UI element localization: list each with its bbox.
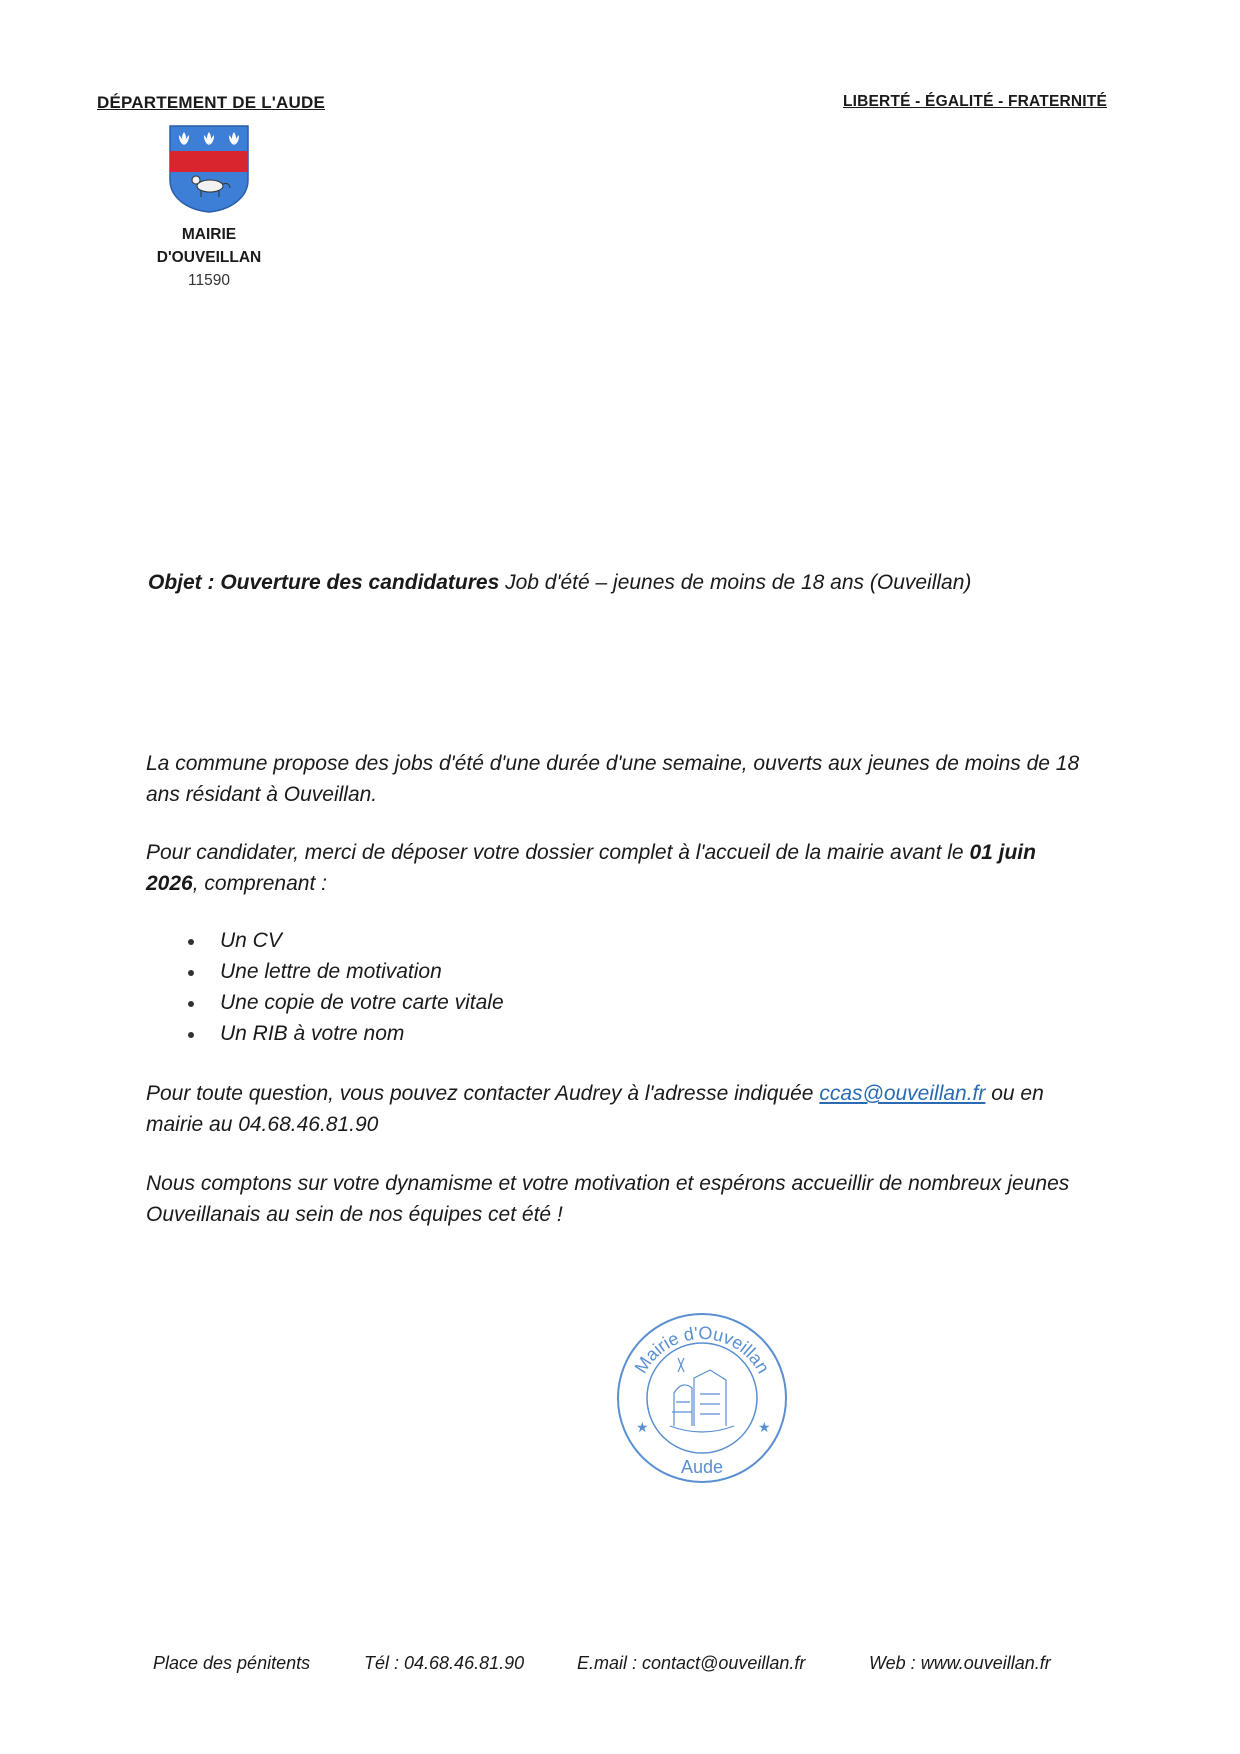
closing-paragraph: Nous comptons sur votre dynamisme et votre motivation et espérons accueillir de nombreux jeunes Ouveillanais au sein de nos équipes cet été ! <box>146 1172 1070 1226</box>
stamp-bottom-text: Aude <box>680 1457 724 1477</box>
subject-text: Job d'été – jeunes de moins de 18 ans (Ouveillan) <box>505 571 972 594</box>
subject-label: Objet : Ouverture des candidatures <box>148 571 500 594</box>
list-item: Un RIB à votre nom <box>188 1018 504 1049</box>
application-text: Pour candidater, merci de déposer votre dossier complet à l'accueil de la mairie avant le <box>146 841 970 864</box>
intro-paragraph: La commune propose des jobs d'été d'une durée d'une semaine, ouverts aux jeunes de moins de 18 ans résidant à Ouveillan. <box>146 752 1080 806</box>
deadline-date: 01 juin 2026 <box>146 841 1036 895</box>
town-hall-identity <box>148 223 270 292</box>
town-hall-label: MAIRIE <box>181 226 237 243</box>
list-item: Un CV <box>188 925 504 956</box>
list-item: Une copie de votre carte vitale <box>188 987 504 1018</box>
stamp-top-text: Mairie d'Ouveillan <box>630 1322 774 1377</box>
footer-phone: Tél : 04.68.46.81.90 <box>364 1653 525 1673</box>
footer-website: Web : www.ouveillan.fr <box>869 1653 1051 1673</box>
town-crest-icon <box>168 124 250 214</box>
application-text-end: , comprenant : <box>192 872 327 895</box>
letter-subject <box>148 571 971 595</box>
town-name: D'OUVEILLAN <box>156 249 262 266</box>
footer-email: E.mail : contact@ouveillan.fr <box>577 1653 806 1673</box>
contact-paragraph <box>146 1078 1092 1140</box>
republic-motto: LIBERTÉ - ÉGALITÉ - FRATERNITÉ <box>842 93 1107 110</box>
list-item: Une lettre de motivation <box>188 956 504 987</box>
contact-text-end: ou en mairie au 04.68.46.81.90 <box>146 1082 1044 1136</box>
official-stamp <box>612 1308 792 1488</box>
stamp-star-icon: ★ <box>636 1419 649 1435</box>
postcode: 11590 <box>188 272 230 289</box>
ccas-email-link[interactable]: ccas@ouveillan.fr <box>819 1082 986 1105</box>
stamp-emblem-icon <box>670 1358 734 1432</box>
required-documents-list <box>188 925 504 1049</box>
footer-address: Place des pénitents <box>153 1653 311 1673</box>
stamp-star-icon: ★ <box>758 1419 771 1435</box>
department-heading: DÉPARTEMENT DE L'AUDE <box>97 93 325 112</box>
application-paragraph <box>146 837 1092 899</box>
contact-text: Pour toute question, vous pouvez contacter Audrey à l'adresse indiquée <box>146 1082 820 1105</box>
